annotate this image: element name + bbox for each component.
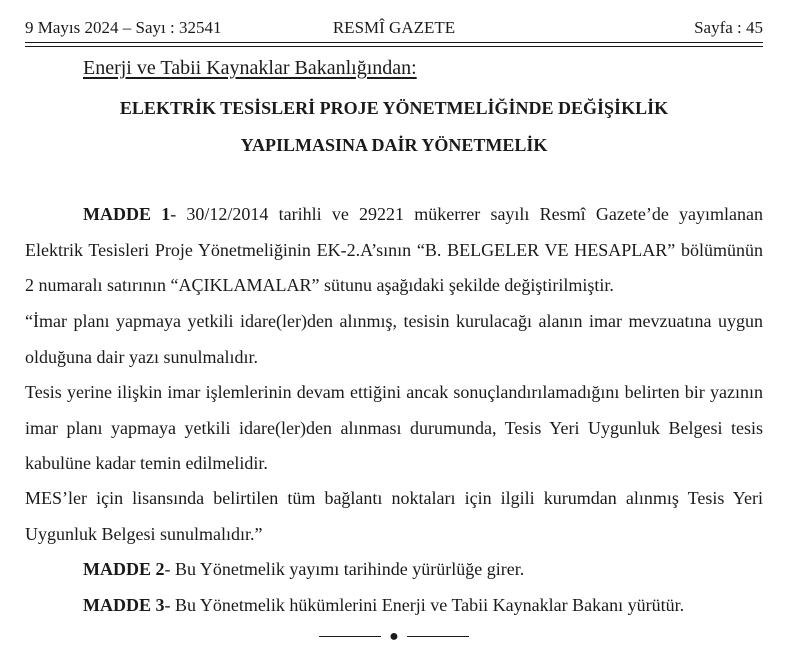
article-3 — [25, 588, 763, 624]
article-1-text: - 30/12/2014 tarihli ve 29221 mükerrer sayılı Resmî Gazete’de yayımlanan Elektrik Tesisleri Proje Yönetmeliğinin EK-2.A’sının “B. BELGELER VE HESAPLAR” bölümünün 2 numaralı satırının “AÇIKLAMALAR” sütunu aşağıdaki şekilde değiştirilmiştir. — [25, 204, 763, 295]
end-mark-right-line — [407, 636, 469, 637]
article-3-label: MADDE 3 — [83, 595, 165, 615]
ministry-heading: Enerji ve Tabii Kaynaklar Bakanlığından: — [83, 57, 417, 79]
issue-date-number: 9 Mayıs 2024 – Sayı : 32541 — [25, 18, 222, 37]
header-rule-top — [25, 42, 763, 43]
page-header — [25, 16, 763, 40]
publication-name: RESMÎ GAZETE — [332, 18, 456, 37]
article-2-text: - Bu Yönetmelik yayımı tarihinde yürürlüğe girer. — [164, 559, 525, 579]
article-3-text: - Bu Yönetmelik hükümlerini Enerji ve Tabii Kaynaklar Bakanı yürütür. — [164, 595, 685, 615]
regulation-title-line-2: YAPILMASINA DAİR YÖNETMELİK — [240, 135, 548, 155]
gazette-page — [25, 0, 763, 650]
quoted-paragraph-2: Tesis yerine ilişkin imar işlemlerinin devam ettiğini ancak sonuçlandırılamadığını belirten bir yazının imar planı yapmaya yetkili idare(ler)den alınması durumunda, Tesis Yeri Uygunluk Belgesi tesis kabulüne kadar temin edilmelidir. — [25, 382, 763, 473]
article-1-label: MADDE 1 — [83, 204, 171, 224]
page-number: Sayfa : 45 — [694, 18, 763, 37]
regulation-title-line-1: ELEKTRİK TESİSLERİ PROJE YÖNETMELİĞİNDE DEĞİŞİKLİK — [119, 98, 669, 118]
article-2-label: MADDE 2 — [83, 559, 165, 579]
quoted-paragraph-1: “İmar planı yapmaya yetkili idare(ler)den alınmış, tesisin kurulacağı alanın imar mevzuatına uygun olduğuna dair yazı sunulmalıdır. — [25, 311, 763, 367]
end-mark — [25, 623, 763, 649]
article-1 — [25, 197, 763, 304]
header-rule-bottom — [25, 46, 763, 47]
article-2 — [25, 552, 763, 588]
end-mark-left-line — [319, 636, 381, 637]
end-mark-dot: ● — [389, 627, 399, 645]
quoted-paragraph-3: MES’ler için lisansında belirtilen tüm bağlantı noktaları için ilgili kurumdan alınmış Tesis Yeri Uygunluk Belgesi sunulmalıdır.” — [25, 488, 763, 544]
